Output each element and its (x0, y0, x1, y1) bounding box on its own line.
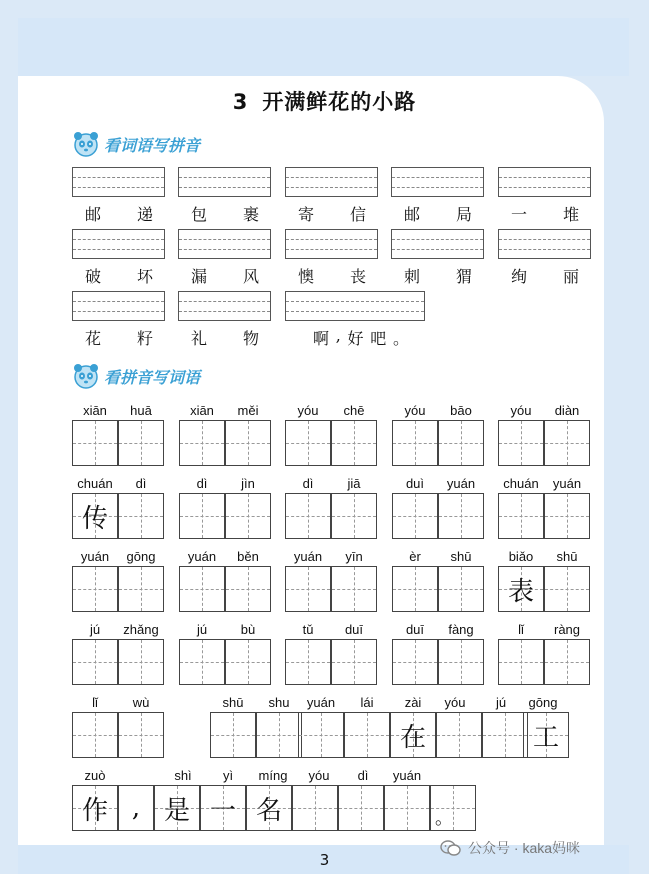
tianzige-box[interactable] (225, 639, 271, 685)
pinyin-label: tǔ (302, 622, 314, 637)
word-item: 邮 递 (85, 205, 153, 224)
word-item: 啊 , 好 吧 。 (313, 326, 409, 348)
pinyin-label: wù (132, 695, 150, 710)
tianzige-box[interactable] (523, 712, 569, 758)
tianzige-box[interactable] (331, 493, 377, 539)
pinyin-label: yóu (510, 403, 532, 418)
tianzige-box[interactable] (392, 420, 438, 466)
tianzige-box[interactable] (384, 785, 430, 831)
pinyin-label: zài (404, 695, 422, 710)
pinyin-label: lái (360, 695, 374, 710)
tianzige-box[interactable] (438, 566, 484, 612)
pinyin-label: xiān (190, 403, 214, 418)
pinyin-label: duī (405, 622, 425, 637)
word-item: 包 裹 (191, 205, 259, 224)
word-item: 懊 丧 (298, 267, 366, 286)
tianzige-box[interactable] (438, 420, 484, 466)
tianzige-box[interactable] (72, 420, 118, 466)
filled-character: 表 (507, 576, 534, 607)
tianzige-box[interactable] (72, 639, 118, 685)
pinyin-label: míng (258, 768, 288, 783)
tianzige-box[interactable] (331, 639, 377, 685)
filled-character: 一 (209, 795, 236, 826)
pinyin-label: chuán (503, 476, 539, 491)
pinyin-label: yuán (80, 549, 110, 564)
pinyin-answer-box[interactable] (72, 291, 165, 321)
tianzige-box[interactable] (225, 493, 271, 539)
pinyin-label: yóu (308, 768, 330, 783)
pinyin-label: shū (450, 549, 472, 564)
pinyin-label: měi (237, 403, 259, 418)
word-item: 邮 局 (404, 205, 472, 224)
pinyin-label: jìn (241, 476, 255, 491)
pinyin-label: jiā (347, 476, 361, 491)
pinyin-label: bù (240, 622, 256, 637)
pinyin-label: bāo (450, 403, 472, 418)
pinyin-label: duī (344, 622, 364, 637)
pinyin-answer-box[interactable] (498, 167, 591, 197)
wechat-icon (440, 839, 462, 857)
pinyin-label: lǐ (518, 622, 524, 637)
filled-character: 传 (81, 503, 108, 534)
tianzige-box[interactable] (438, 639, 484, 685)
filled-character: 。 (435, 808, 453, 829)
pinyin-label: biǎo (508, 549, 534, 564)
pinyin-label: zuò (84, 768, 106, 783)
pinyin-label: dì (302, 476, 314, 491)
tianzige-box[interactable] (438, 493, 484, 539)
word-item: 绚 丽 (511, 267, 579, 286)
tianzige-box[interactable] (544, 639, 590, 685)
page-number: 3 (319, 851, 330, 869)
pinyin-label: yì (222, 768, 234, 783)
tianzige-box[interactable] (338, 785, 384, 831)
tianzige-box[interactable] (246, 785, 292, 831)
pinyin-label: yuán (392, 768, 422, 783)
tianzige-box[interactable] (225, 420, 271, 466)
tianzige-box[interactable] (72, 566, 118, 612)
pinyin-label: shū (556, 549, 578, 564)
word-item: 寄 信 (298, 205, 366, 224)
watermark: 公众号 · kaka妈咪 (440, 838, 580, 858)
pinyin-answer-box[interactable] (285, 229, 378, 259)
pinyin-label: yuán (446, 476, 476, 491)
pinyin-label: yuán (187, 549, 217, 564)
filled-character: 名 (255, 795, 282, 826)
tianzige-box[interactable] (392, 639, 438, 685)
tianzige-box[interactable] (544, 493, 590, 539)
tianzige-box[interactable] (179, 420, 225, 466)
pinyin-answer-box[interactable] (178, 291, 271, 321)
page-title: 3 开满鲜花的小路 (232, 90, 417, 114)
pinyin-label: běn (237, 549, 259, 564)
tianzige-box[interactable] (544, 566, 590, 612)
pinyin-label: gōng (126, 549, 156, 564)
tianzige-box[interactable] (436, 712, 482, 758)
pinyin-label: shì (174, 768, 192, 783)
tianzige-box[interactable] (118, 785, 154, 831)
pinyin-label: jú (89, 622, 101, 637)
tianzige-box[interactable] (256, 712, 302, 758)
pinyin-label: dì (357, 768, 369, 783)
pinyin-label: èr (409, 549, 421, 564)
tianzige-box[interactable] (285, 639, 331, 685)
tianzige-box[interactable] (498, 493, 544, 539)
pinyin-label: dì (135, 476, 147, 491)
tianzige-box[interactable] (285, 420, 331, 466)
tianzige-box[interactable] (179, 493, 225, 539)
tianzige-box[interactable] (430, 785, 476, 831)
pinyin-answer-box[interactable] (285, 291, 425, 321)
filled-character: , (131, 793, 141, 823)
pinyin-answer-box[interactable] (391, 167, 484, 197)
tianzige-box[interactable] (210, 712, 256, 758)
pinyin-label: yīn (345, 549, 363, 564)
pinyin-answer-box[interactable] (178, 167, 271, 197)
tianzige-box[interactable] (118, 639, 164, 685)
pinyin-label: yóu (444, 695, 466, 710)
tianzige-box[interactable] (285, 566, 331, 612)
pinyin-label: jú (196, 622, 208, 637)
tianzige-box[interactable] (118, 566, 164, 612)
word-item: 破 坏 (85, 267, 153, 286)
pinyin-label: yóu (297, 403, 319, 418)
tianzige-box[interactable] (118, 420, 164, 466)
tianzige-box[interactable] (392, 493, 438, 539)
pinyin-label: duì (405, 476, 425, 491)
tianzige-box[interactable] (118, 712, 164, 758)
section-heading-words-to-pinyin: 看词语写拼音 (72, 128, 200, 160)
pinyin-answer-box[interactable] (498, 229, 591, 259)
pinyin-label: yuán (306, 695, 336, 710)
tianzige-box[interactable] (331, 566, 377, 612)
tianzige-box[interactable] (498, 420, 544, 466)
pinyin-label: chē (343, 403, 365, 418)
tianzige-box[interactable] (285, 493, 331, 539)
pinyin-label: jú (495, 695, 507, 710)
word-item: 一 堆 (511, 205, 579, 224)
pinyin-label: chuán (77, 476, 113, 491)
word-item: 刺 猬 (404, 267, 472, 286)
pinyin-label: diàn (554, 403, 580, 418)
pinyin-label: yuán (552, 476, 582, 491)
pinyin-answer-box[interactable] (72, 229, 165, 259)
panda-icon (72, 362, 100, 390)
pinyin-label: gōng (528, 695, 558, 710)
tianzige-box[interactable] (392, 566, 438, 612)
tianzige-box[interactable] (298, 712, 344, 758)
pinyin-label: fàng (448, 622, 474, 637)
pinyin-label: lǐ (92, 695, 98, 710)
top-band (18, 18, 629, 76)
pinyin-answer-box[interactable] (178, 229, 271, 259)
tianzige-box[interactable] (292, 785, 338, 831)
tianzige-box[interactable] (179, 639, 225, 685)
pinyin-label: yóu (404, 403, 426, 418)
pinyin-label: shū (222, 695, 244, 710)
tianzige-box[interactable] (225, 566, 271, 612)
tianzige-box[interactable] (544, 420, 590, 466)
pinyin-label: shu (268, 695, 290, 710)
filled-character: 在 (399, 722, 426, 753)
tianzige-box[interactable] (331, 420, 377, 466)
tianzige-box[interactable] (72, 712, 118, 758)
pinyin-label: yuán (293, 549, 323, 564)
pinyin-label: zhǎng (123, 622, 159, 637)
panda-icon (72, 130, 100, 158)
pinyin-label: dì (196, 476, 208, 491)
tianzige-box[interactable] (154, 785, 200, 831)
word-item: 礼 物 (191, 329, 259, 348)
pinyin-answer-box[interactable] (72, 167, 165, 197)
filled-character: 工 (532, 722, 559, 753)
tianzige-box[interactable] (200, 785, 246, 831)
tianzige-box[interactable] (482, 712, 528, 758)
tianzige-box[interactable] (390, 712, 436, 758)
word-item: 花 籽 (85, 329, 153, 348)
pinyin-label: huā (130, 403, 152, 418)
pinyin-label: xiān (83, 403, 107, 418)
filled-character: 作 (81, 795, 108, 826)
tianzige-box[interactable] (72, 493, 118, 539)
pinyin-answer-box[interactable] (391, 229, 484, 259)
tianzige-box[interactable] (344, 712, 390, 758)
section-heading-pinyin-to-words: 看拼音写词语 (72, 360, 200, 392)
tianzige-box[interactable] (498, 639, 544, 685)
tianzige-box[interactable] (498, 566, 544, 612)
pinyin-label: ràng (553, 622, 581, 637)
tianzige-box[interactable] (179, 566, 225, 612)
tianzige-box[interactable] (72, 785, 118, 831)
pinyin-answer-box[interactable] (285, 167, 378, 197)
filled-character: 是 (163, 795, 190, 826)
tianzige-box[interactable] (118, 493, 164, 539)
word-item: 漏 风 (191, 267, 259, 286)
